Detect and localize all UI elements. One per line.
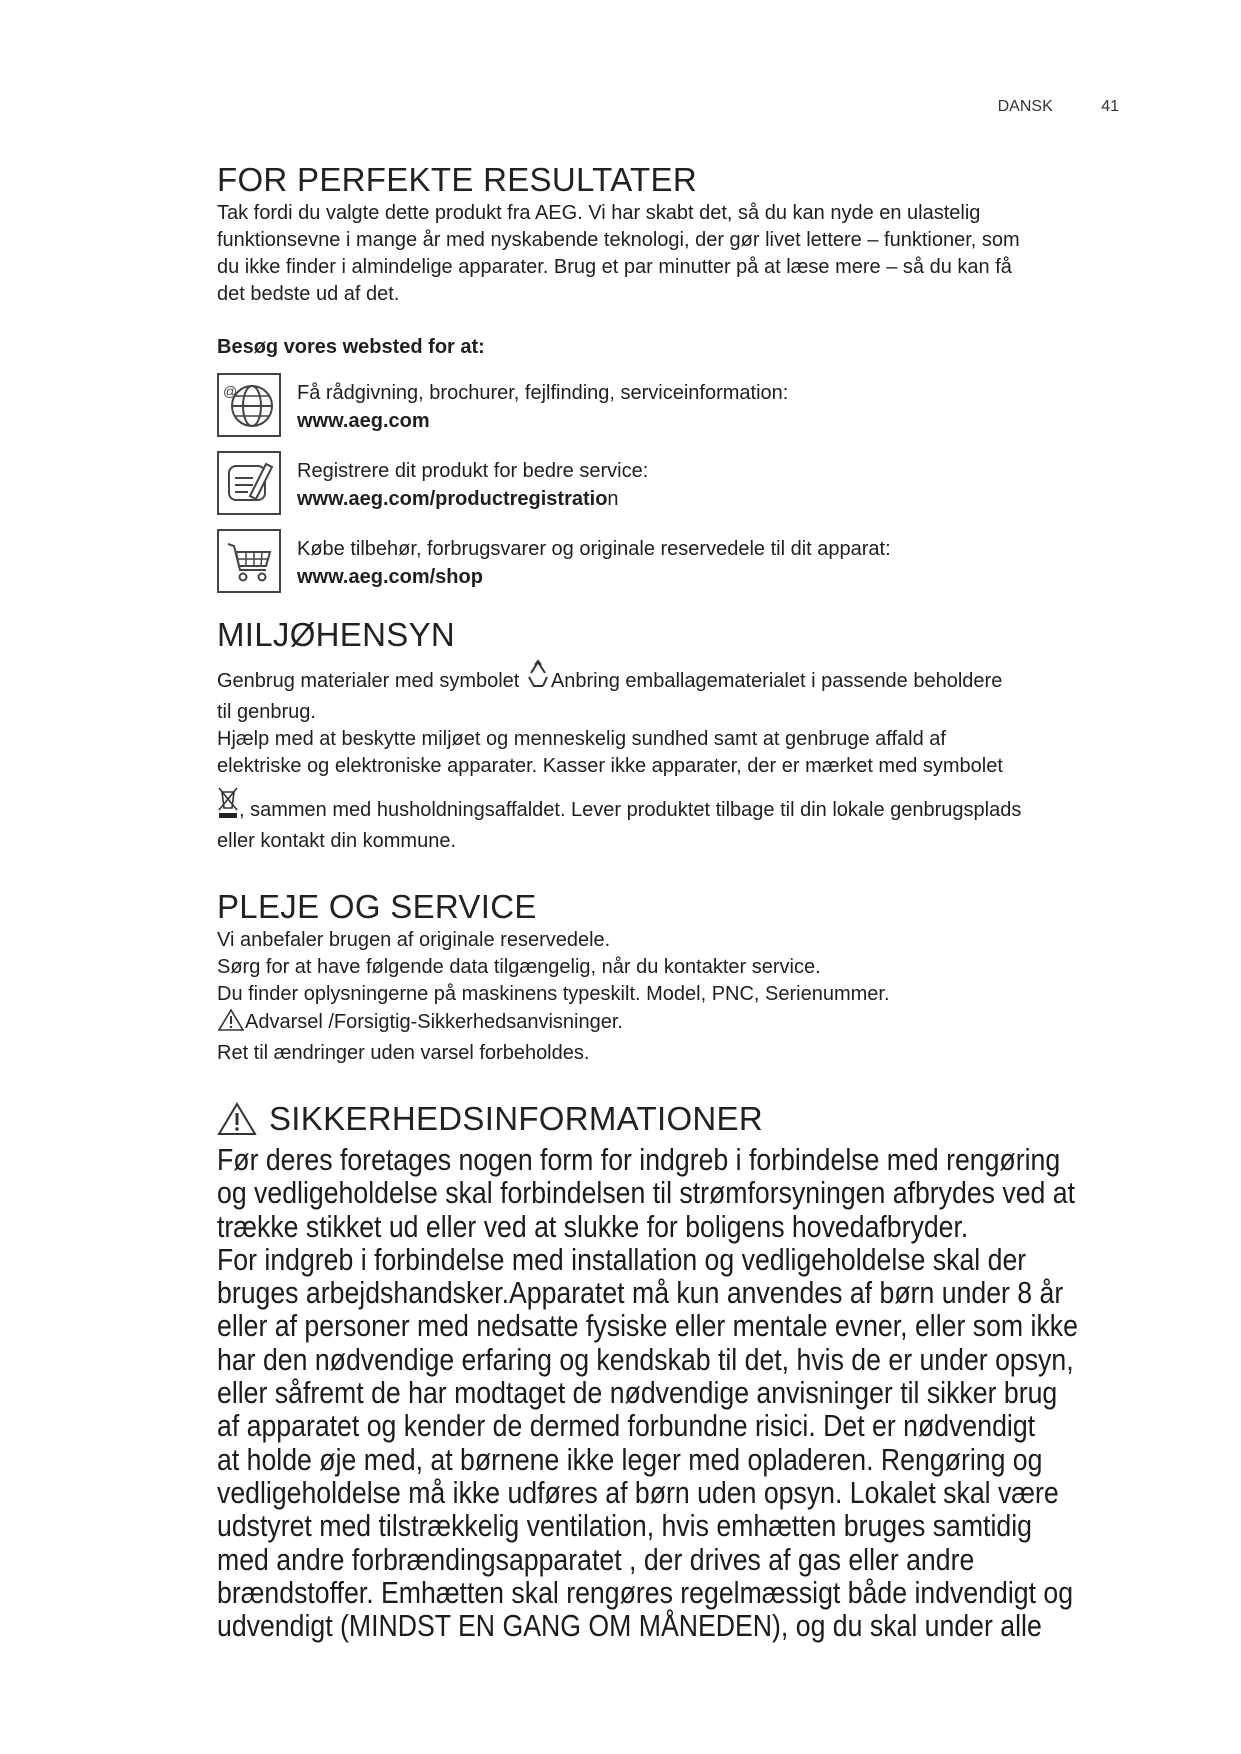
website-link[interactable]: www.aeg.com	[297, 410, 430, 432]
crossed-bin-icon	[217, 786, 239, 828]
warning-icon	[217, 1102, 257, 1136]
safety-line: har den nødvendige erfaring og kendskab til det, hvis de er under opsyn,	[217, 1341, 1074, 1377]
page-number: 41	[1101, 98, 1119, 115]
safety-line: udstyret med tilstrækkelig ventilation, hvis emhætten bruges samtidig	[217, 1508, 1032, 1544]
safety-line: brændstoffer. Emhætten skal rengøres regelmæssigt både indvendigt og	[217, 1574, 1074, 1610]
environment-text: Genbrug materialer med symbolet	[217, 670, 525, 692]
website-row-text: Registrere dit produkt for bedre service:	[297, 460, 649, 482]
care-line: Advarsel /Forsigtig-Sikkerhedsanvisninger.	[245, 1011, 623, 1033]
warning-icon	[217, 1008, 245, 1040]
care-line: Sørg for at have følgende data tilgængelig, når du kontakter service.	[217, 956, 821, 978]
visit-heading: Besøg vores websted for at:	[217, 336, 485, 358]
safety-title	[217, 1099, 1117, 1139]
environment-text: Anbring emballagematerialet i passende beholdere	[550, 670, 1003, 692]
product-registration-link[interactable]: www.aeg.com/productregistratio	[297, 488, 608, 510]
link-tail: n	[607, 488, 619, 510]
environment-text: elektriske og elektroniske apparater. Kasser ikke apparater, der er mærket med symbolet	[217, 755, 1003, 777]
care-line: Ret til ændringer uden varsel forbeholdes.	[217, 1042, 590, 1064]
safety-line: For indgreb i forbindelse med installation og vedligeholdelse skal der	[217, 1241, 1027, 1277]
safety-line: eller såfremt de har modtaget de nødvendige anvisninger til sikker brug	[217, 1375, 1058, 1411]
environment-title: MILJØHENSYN	[217, 616, 456, 653]
language-label: DANSK	[997, 98, 1053, 115]
safety-line: trække stikket ud eller ved at slukke for boligens hovedafbryder.	[217, 1208, 969, 1244]
website-row-text: Købe tilbehør, forbrugsvarer og originale reservedele til dit apparat:	[297, 538, 891, 560]
intro-line: Tak fordi du valgte dette produkt fra AEG. Vi har skabt det, så du kan nyde en ulastelig	[217, 202, 981, 224]
safety-line: at holde øje med, at børnene ikke leger med opladeren. Rengøring og	[217, 1441, 1043, 1477]
website-row-registration	[217, 451, 1117, 515]
environment-text: Hjælp med at beskytte miljøet og menneskelig sundhed samt at genbruge affald af	[217, 728, 946, 750]
safety-line: bruges arbejdshandsker.Apparatet må kun anvendes af børn under 8 år	[217, 1275, 1064, 1311]
intro-line: det bedste ud af det.	[217, 283, 400, 305]
safety-line: med andre forbrændingsapparatet , der drives af gas eller andre	[217, 1541, 975, 1577]
safety-line: udvendigt (MINDST EN GANG OM MÅNEDEN), og du skal under alle	[217, 1608, 1042, 1644]
intro-title: FOR PERFEKTE RESULTATER	[217, 161, 697, 198]
safety-line: af apparatet og kender de dermed forbundne risici. Det er nødvendigt	[217, 1408, 1036, 1444]
environment-text: til genbrug.	[217, 701, 316, 723]
intro-paragraph	[217, 200, 1117, 308]
safety-paragraph	[217, 1143, 1117, 1642]
safety-title-text: SIKKERHEDSINFORMATIONER	[269, 1100, 764, 1137]
recycle-icon	[525, 659, 551, 699]
safety-line: eller af personer med nedsatte fysiske eller mentale evner, eller som ikke	[217, 1308, 1078, 1344]
page-header	[998, 98, 1119, 116]
intro-line: funktionsevne i mange år med nyskabende teknologi, der gør livet lettere – funktioner, som	[217, 229, 1020, 251]
care-line: Vi anbefaler brugen af originale reservedele.	[217, 929, 611, 951]
website-row-text: Få rådgivning, brochurer, fejlfinding, serviceinformation:	[297, 382, 789, 404]
safety-line: vedligeholdelse må ikke udføres af børn uden opsyn. Lokalet skal være	[217, 1474, 1059, 1510]
registration-icon	[217, 451, 281, 515]
website-row-shop	[217, 529, 1117, 593]
care-line: Du finder oplysningerne på maskinens typeskilt. Model, PNC, Serienummer.	[217, 983, 890, 1005]
page-content	[217, 160, 1117, 1642]
care-paragraph	[217, 927, 1117, 1067]
svg-text:@: @	[223, 383, 238, 399]
globe-icon	[217, 373, 281, 437]
shopping-cart-icon	[217, 529, 281, 593]
safety-line: og vedligeholdelse skal forbindelsen til strømforsyningen afbrydes ved at	[217, 1175, 1076, 1211]
environment-text: , sammen med husholdningsaffaldet. Lever produktet tilbage til din lokale genbrugsplads	[239, 799, 1022, 821]
environment-paragraph	[217, 659, 1117, 855]
shop-link[interactable]: www.aeg.com/shop	[297, 566, 483, 588]
intro-line: du ikke finder i almindelige apparater. Brug et par minutter på at læse mere – så du kan få	[217, 256, 1012, 278]
safety-line: Før deres foretages nogen form for indgreb i forbindelse med rengøring	[217, 1142, 1061, 1177]
website-row-advice	[217, 373, 1117, 437]
care-title: PLEJE OG SERVICE	[217, 888, 537, 925]
environment-text: eller kontakt din kommune.	[217, 830, 457, 852]
